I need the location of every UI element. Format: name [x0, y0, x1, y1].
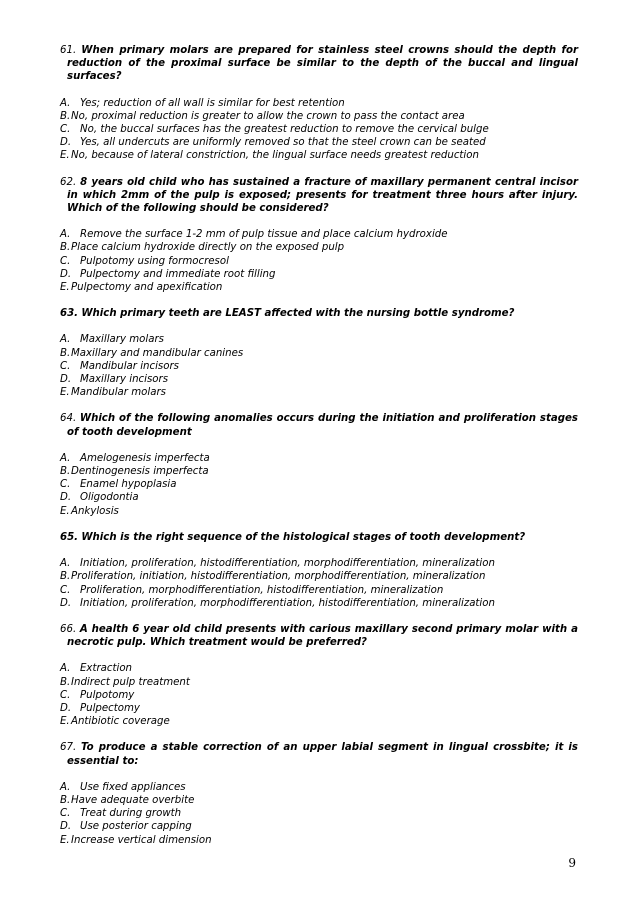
option-a: A. Amelogenesis imperfecta	[60, 452, 210, 464]
question-title	[60, 741, 578, 767]
question-text: Which is the right sequence of the histological stages of tooth development?	[81, 531, 526, 543]
option-c: C. Proliferation, morphodifferentiation, histodifferentiation, mineralization	[60, 584, 444, 596]
option-list	[60, 781, 578, 847]
question-title	[60, 623, 578, 649]
option-d: D. Yes, all undercuts are uniformly removed so that the steel crown can be seated	[60, 137, 486, 149]
option-list	[60, 662, 578, 728]
option-b: B. Maxillary and mandibular canines	[60, 347, 244, 359]
option-list	[60, 557, 578, 610]
option-d: D. Maxillary incisors	[60, 374, 169, 386]
option-list	[60, 97, 578, 163]
option-a: A. Maxillary molars	[60, 334, 164, 346]
question-63	[60, 307, 578, 399]
question-title	[60, 44, 578, 84]
question-text: Which of the following anomalies occurs during the initiation and proliferation stages of tooth development	[67, 413, 578, 438]
question-title	[60, 307, 578, 320]
question-text: When primary molars are prepared for stainless steel crowns should the depth for reduction of the proximal surface be similar to the depth of the buccal and lingual surfaces?	[67, 45, 578, 83]
option-list	[60, 228, 578, 294]
option-b: B. Dentinogenesis imperfecta	[60, 466, 209, 478]
option-c: C. Treat during growth	[60, 808, 182, 820]
option-e: E. No, because of lateral constriction, the lingual surface needs greatest reduction	[60, 150, 479, 162]
document-page	[60, 44, 578, 847]
option-e: E. Ankylosis	[60, 505, 119, 517]
option-c: C. Pulpotomy	[60, 689, 135, 701]
question-62	[60, 176, 578, 295]
question-title	[60, 531, 578, 544]
question-text: Which primary teeth are LEAST affected with the nursing bottle syndrome?	[81, 308, 515, 320]
question-67	[60, 741, 578, 846]
option-c: C. Pulpotomy using formocresol	[60, 255, 229, 267]
option-b: B. Indirect pulp treatment	[60, 676, 190, 688]
option-a: A. Extraction	[60, 663, 133, 675]
option-e: E. Antibiotic coverage	[60, 716, 170, 728]
option-d: D. Use posterior capping	[60, 821, 192, 833]
question-65	[60, 531, 578, 610]
option-d: D. Pulpectomy	[60, 702, 140, 714]
question-number: 61.	[60, 45, 77, 56]
question-number: 64.	[60, 413, 77, 425]
question-title	[60, 412, 578, 438]
option-list	[60, 333, 578, 399]
option-d: D. Pulpectomy and immediate root filling	[60, 268, 276, 280]
question-66	[60, 623, 578, 728]
question-text: To produce a stable correction of an upper labial segment in lingual crossbite; it is essential to:	[67, 742, 578, 767]
option-d: D. Oligodontia	[60, 492, 139, 504]
option-a: A. Use fixed appliances	[60, 781, 186, 793]
option-a: A. Initiation, proliferation, histodifferentiation, morphodifferentiation, mineralization	[60, 558, 495, 570]
question-number: 62.	[60, 176, 77, 188]
question-number: 67.	[60, 742, 77, 754]
question-number: 65.	[60, 531, 79, 543]
option-d: D. Initiation, proliferation, morphodifferentiation, histodifferentiation, mineralization	[60, 597, 495, 609]
option-b: B. Proliferation, initiation, histodifferentiation, morphodifferentiation, mineralization	[60, 571, 486, 583]
question-64	[60, 412, 578, 517]
question-number: 63.	[60, 308, 79, 320]
option-e: E. Mandibular molars	[60, 387, 166, 399]
option-list	[60, 452, 578, 518]
option-a: A. Remove the surface 1-2 mm of pulp tissue and place calcium hydroxide	[60, 229, 448, 241]
question-number: 66.	[60, 623, 77, 635]
page-number: 9	[568, 856, 576, 870]
question-text: A health 6 year old child presents with carious maxillary second primary molar with a necrotic pulp. Which treatment would be preferred?	[67, 623, 578, 649]
option-a: A. Yes; reduction of all wall is similar for best retention	[60, 97, 345, 109]
question-text: 8 years old child who has sustained a fracture of maxillary permanent central incisor in which 2mm of the pulp is exposed; presents for treatment three hours after injury. Which of the following should be considered?	[67, 176, 578, 215]
option-c: C. Enamel hypoplasia	[60, 479, 177, 491]
option-b: B. Place calcium hydroxide directly on the exposed pulp	[60, 242, 345, 254]
option-b: B. Have adequate overbite	[60, 794, 195, 806]
option-e: E. Pulpectomy and apexification	[60, 282, 223, 294]
option-b: B. No, proximal reduction is greater to allow the crown to pass the contact area	[60, 110, 465, 122]
option-e: E. Increase vertical dimension	[60, 834, 212, 846]
option-c: C. No, the buccal surfaces has the greatest reduction to remove the cervical bulge	[60, 124, 489, 136]
question-61	[60, 44, 578, 163]
option-c: C. Mandibular incisors	[60, 360, 179, 372]
question-title	[60, 176, 578, 216]
